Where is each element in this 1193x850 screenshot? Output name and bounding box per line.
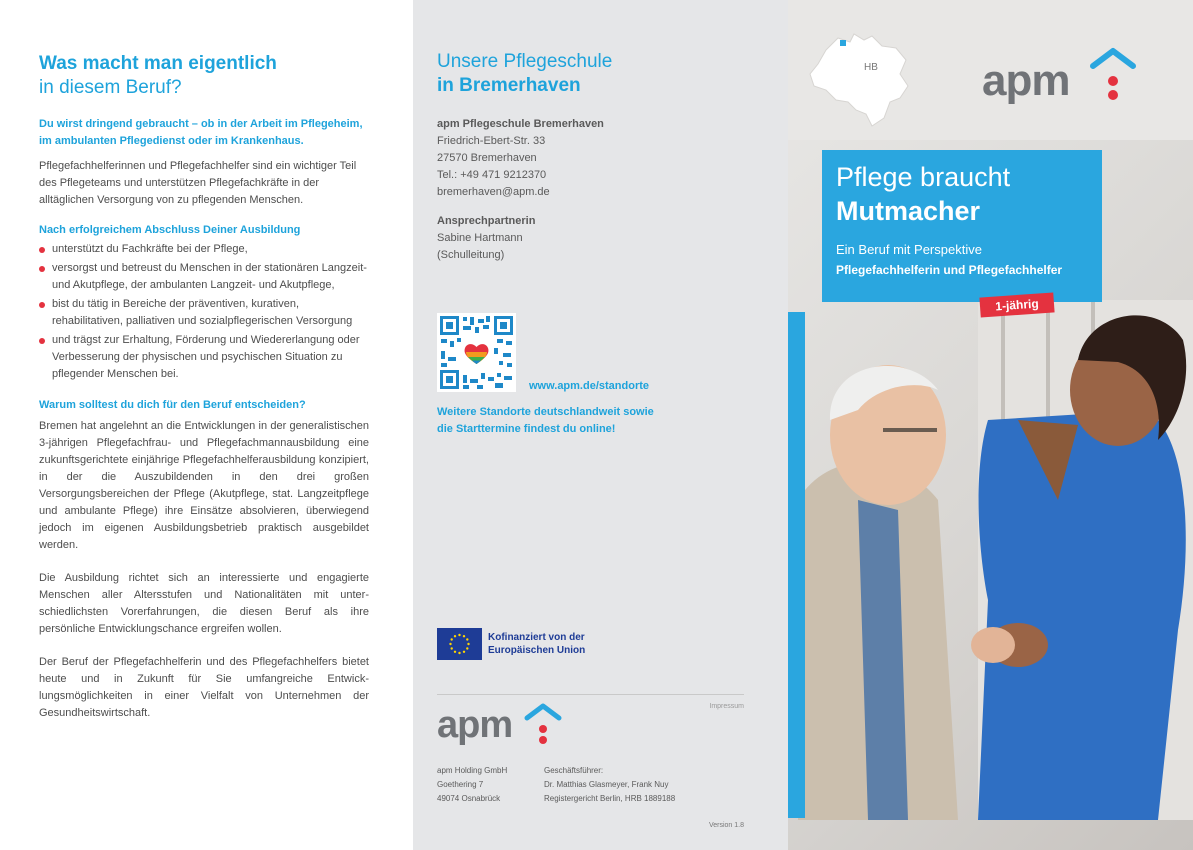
paragraph-1: Bremen hat angelehnt an die Entwicklungen in der generalistischen 3-jährigen Pflegefachfrau- und Pflegefachmannausbildung eine zukunftsgerichtete einjährige Pflegefachhelferausbildung konzipiert, in der die Auszubildenden in den drei großen Versorgungsbereichen der Pflege (Akutpflege, stat. Langzeitpflege und ambulante Pflege) ihre Einsätze absolvieren, überwiegend jedoch im eigenen Ausbildungsbetrieb praktisch ausgebildet werden. xyxy=(39,420,369,551)
footer-divider xyxy=(437,694,744,695)
school-heading-light: Unsere Pflegeschule xyxy=(437,51,613,72)
house-roof-icon xyxy=(1088,46,1138,104)
footer-logo xyxy=(437,702,567,752)
eu-funding-logo xyxy=(437,628,585,660)
contact-title: Ansprechpartnerin xyxy=(437,215,536,227)
house-roof-icon xyxy=(523,702,563,746)
title-line-2: Mutmacher xyxy=(836,196,981,226)
left-heading-strong: Was macht man eigentlich xyxy=(39,53,277,74)
eu-text-line2: Europäischen Union xyxy=(488,645,586,656)
apm-logo xyxy=(982,42,1152,106)
more-locations-text: Weitere Standorte deutschlandweit sowie die Starttermine findest du online! xyxy=(437,406,654,435)
state-map-icon xyxy=(806,30,916,130)
intro-text: Pflegefachhelferinnen und Pflegefachhelfer sind ein wichtiger Teil des Pflegeteams und unterstützen Pflegefachkräfte in der alltäglichen Versorgung von zu pflegenden Menschen. xyxy=(39,160,357,206)
middle-panel xyxy=(413,0,788,850)
version-label: Version 1.8 xyxy=(708,822,744,829)
list-item: unterstützt du Fachkräfte bei der Pflege, xyxy=(39,241,369,258)
gf-names: Dr. Matthias Glasmeyer, Frank Nuy xyxy=(544,780,669,789)
title-box xyxy=(822,150,1102,302)
list-item: versorgst und betreust du Menschen in der stationären Langzeit- und Akutpflege, der ambulanten Langzeit- und Akutpflege, xyxy=(39,260,369,294)
locations-link[interactable]: www.apm.de/standorte xyxy=(529,380,650,392)
school-street: Friedrich-Ebert-Str. 33 xyxy=(437,135,546,147)
bullet-dot-icon xyxy=(39,338,45,344)
cover-panel xyxy=(788,0,1193,850)
eu-text-line1: Kofinanziert von der xyxy=(488,632,585,643)
subtitle: Ein Beruf mit Perspektive xyxy=(836,242,982,257)
section1-title: Nach erfolgreichem Abschluss Deiner Ausbildung xyxy=(39,224,301,236)
section2-title: Warum solltest du dich für den Beruf entscheiden? xyxy=(39,399,306,411)
list-item: bist du tätig in Bereiche der präventiven, kurativen, rehabilitativen, palliativen und sozialpflegerischen Versorgung xyxy=(39,296,369,330)
paragraph-3: Der Beruf der Pflegefachhelferin und des Pflegefachhelfers bietet heute und in Zukunft für Sie umfangreiche Entwicklungsmöglichkeiten in einer Vielfalt von Unternehmen der Gesundheitswirtschaft. xyxy=(39,656,369,719)
contact-role: (Schulleitung) xyxy=(437,249,505,261)
company-street: Goethering 7 xyxy=(437,780,484,789)
map-label: HB xyxy=(864,62,878,73)
impressum-label: Impressum xyxy=(709,703,744,710)
bullet-dot-icon xyxy=(39,266,45,272)
school-name: apm Pflegeschule Bremerhaven xyxy=(437,118,604,130)
company-name: apm Holding GmbH xyxy=(437,766,508,775)
list-item: und trägst zur Erhaltung, Förderung und Wiedererlangung oder Verbesserung der physischen und psychischen Situation zu pflegender Menschen bei. xyxy=(39,332,369,383)
duration-badge: 1-jährig xyxy=(979,292,1054,317)
paragraph-2: Die Ausbildung richtet sich an interessierte und engagierte Menschen aller Altersstufen und Nationalitäten mit unterschiedlichsten Vorerfahrungen, die diesen Beruf als ihre persönliche Entwicklungschance ergreifen wollen. xyxy=(39,572,369,635)
school-phone[interactable]: Tel.: +49 471 9212370 xyxy=(437,169,547,181)
gf-label: Geschäftsführer: xyxy=(544,766,604,775)
apm-logo-text: apm xyxy=(982,56,1070,105)
accent-strip xyxy=(788,312,805,818)
contact-name: Sabine Hartmann xyxy=(437,232,523,244)
bullet-dot-icon xyxy=(39,302,45,308)
title-line-1: Pflege braucht xyxy=(836,162,1011,192)
school-city: 27570 Bremerhaven xyxy=(437,152,537,164)
register-info: Registergericht Berlin, HRB 1889188 xyxy=(544,794,676,803)
school-heading-strong: in Bremerhaven xyxy=(437,75,581,96)
school-email[interactable]: bremerhaven@apm.de xyxy=(437,186,550,198)
bullet-dot-icon xyxy=(39,247,45,253)
qr-code[interactable] xyxy=(437,313,516,392)
intro-bold: Du wirst dringend gebraucht – ob in der Arbeit im Pflegeheim, im ambulanten Pflegedienst oder im Krankenhaus. xyxy=(39,118,363,147)
bullet-list xyxy=(39,241,369,383)
photo-caregiver-and-senior xyxy=(788,300,1193,850)
footer-logo-text: apm xyxy=(437,704,513,746)
eu-flag-icon xyxy=(437,628,482,660)
company-city: 49074 Osnabrück xyxy=(437,794,501,803)
left-panel xyxy=(0,0,413,850)
job-title: Pflegefachhelferin und Pflegefachhelfer xyxy=(836,263,1063,277)
left-heading-light: in diesem Beruf? xyxy=(39,77,182,98)
